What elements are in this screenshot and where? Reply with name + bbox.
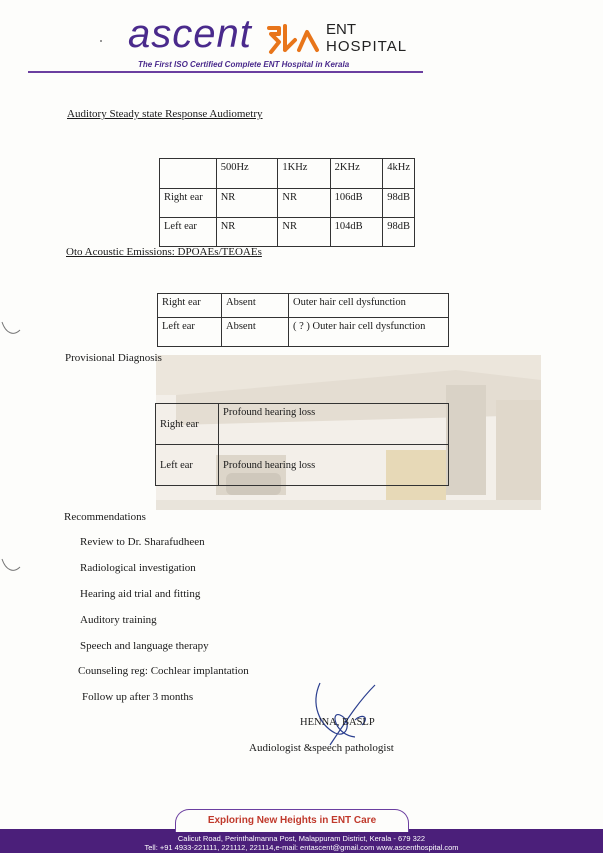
diagnosis-table bbox=[155, 403, 449, 486]
table-cell: Profound hearing loss bbox=[219, 404, 449, 445]
footer-address: Calicut Road, Perinthalmanna Post, Malappuram District, Kerala - 679 322 bbox=[177, 834, 426, 843]
signatory-name: HENNA, BASLP bbox=[300, 717, 375, 728]
signature-scribble bbox=[300, 675, 390, 750]
table-cell: Absent bbox=[222, 318, 289, 347]
assr-title: Auditory Steady state Response Audiometry bbox=[67, 108, 263, 120]
recommendations-title: Recommendations bbox=[64, 511, 146, 523]
table-cell: 98dB bbox=[383, 218, 415, 247]
table-cell: 104dB bbox=[330, 218, 383, 247]
table-header: 2KHz bbox=[330, 159, 383, 189]
punch-mark bbox=[0, 318, 22, 340]
assr-table bbox=[159, 158, 415, 247]
table-row bbox=[160, 159, 415, 189]
table-header: 4kHz bbox=[383, 159, 415, 189]
recommendation-item: Follow up after 3 months bbox=[82, 691, 194, 703]
table-cell: Left ear bbox=[160, 218, 217, 247]
recommendation-item: Speech and language therapy bbox=[80, 640, 209, 652]
table-cell: Profound hearing loss bbox=[219, 445, 449, 486]
recommendation-item: Auditory training bbox=[80, 614, 157, 626]
table-cell: Right ear bbox=[158, 294, 222, 318]
table-row bbox=[156, 404, 449, 445]
table-row bbox=[160, 189, 415, 218]
brand-tagline: The First ISO Certified Complete ENT Hospital in Kerala bbox=[138, 60, 350, 69]
table-cell: NR bbox=[278, 189, 330, 218]
recommendation-item: Hearing aid trial and fitting bbox=[80, 588, 201, 600]
table-cell: NR bbox=[216, 218, 278, 247]
table-cell: Left ear bbox=[156, 445, 219, 486]
table-cell: Right ear bbox=[160, 189, 217, 218]
table-row bbox=[160, 218, 415, 247]
diagnosis-title: Provisional Diagnosis bbox=[65, 352, 162, 364]
brand-logo-mark-icon bbox=[265, 22, 321, 56]
signatory-role: Audiologist &speech pathologist bbox=[249, 742, 394, 754]
punch-mark bbox=[0, 555, 22, 577]
recommendation-item: Radiological investigation bbox=[80, 562, 196, 574]
table-cell: 106dB bbox=[330, 189, 383, 218]
brand-ent: ENT bbox=[326, 21, 356, 38]
footer-contact: Tell: +91 4933-221111, 221112, 221114,e-mail: entascent@gmail.com www.ascenthospital.com bbox=[144, 843, 459, 852]
scan-speck bbox=[100, 40, 102, 42]
brand-logo-text: ascent bbox=[128, 12, 252, 56]
table-header: 1KHz bbox=[278, 159, 330, 189]
table-cell: Absent bbox=[222, 294, 289, 318]
table-cell: ( ? ) Outer hair cell dysfunction bbox=[289, 318, 449, 347]
table-row bbox=[158, 294, 449, 318]
table-cell bbox=[160, 159, 217, 189]
table-cell: Right ear bbox=[156, 404, 219, 445]
table-cell: Outer hair cell dysfunction bbox=[289, 294, 449, 318]
header-rule bbox=[28, 71, 423, 73]
table-header: 500Hz bbox=[216, 159, 278, 189]
table-cell: 98dB bbox=[383, 189, 415, 218]
table-cell: Left ear bbox=[158, 318, 222, 347]
footer-slogan: Exploring New Heights in ENT Care bbox=[175, 809, 409, 832]
table-row bbox=[158, 318, 449, 347]
table-cell: NR bbox=[278, 218, 330, 247]
oae-title: Oto Acoustic Emissions: DPOAEs/TEOAEs bbox=[66, 246, 262, 258]
brand-hospital: HOSPITAL bbox=[326, 38, 408, 55]
table-row bbox=[156, 445, 449, 486]
table-cell: NR bbox=[216, 189, 278, 218]
recommendation-item: Review to Dr. Sharafudheen bbox=[80, 536, 205, 548]
recommendation-item: Counseling reg: Cochlear implantation bbox=[78, 665, 249, 677]
oae-table bbox=[157, 293, 449, 347]
